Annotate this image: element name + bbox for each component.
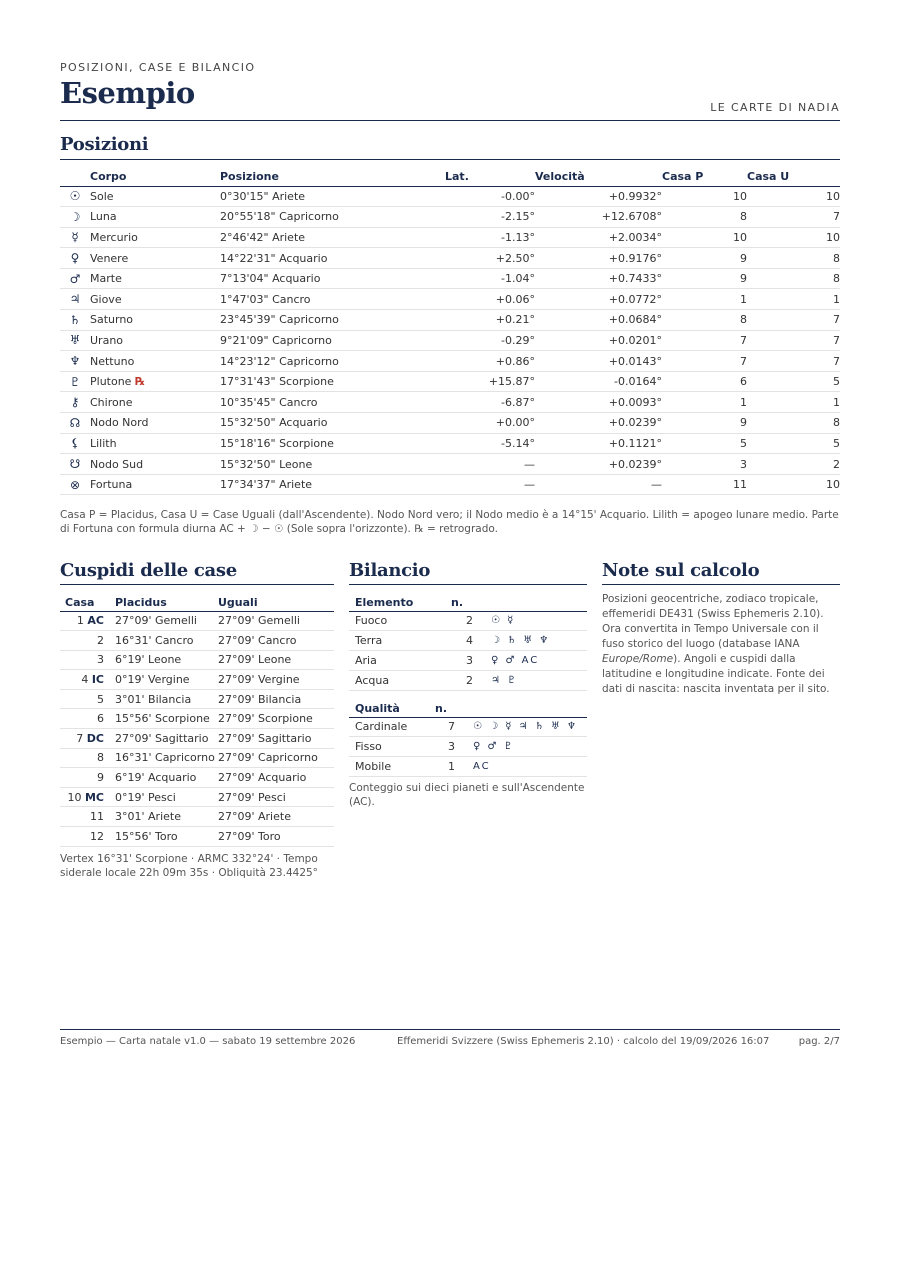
- cusp-equal-value: 27°09' Pesci: [218, 787, 334, 807]
- latitude-value: -1.13°: [445, 227, 535, 248]
- position-value: 20°55'18" Capricorno: [220, 207, 445, 228]
- col-elemento: Elemento: [349, 594, 445, 611]
- house-placidus-value: 9: [662, 248, 747, 269]
- notes-heading-rule: [602, 584, 840, 585]
- qualities-header-row: [349, 700, 587, 717]
- position-value: 15°32'50" Leone: [220, 454, 445, 475]
- planet-glyph-icon: ♀: [60, 248, 90, 269]
- col-qualita: Qualità: [349, 700, 429, 717]
- cusp-placidus-value: 27°09' Gemelli: [110, 611, 218, 631]
- cusps-note: Vertex 16°31' Scorpione · ARMC 332°24' · Tempo siderale locale 22h 09m 35s · Obliquità 23.4425°: [60, 853, 318, 879]
- house-placidus-value: 6: [662, 371, 747, 392]
- body-cell: [90, 454, 220, 475]
- body-cell: [90, 207, 220, 228]
- cusp-placidus-value: 6°19' Acquario: [110, 768, 218, 788]
- house-placidus-value: 1: [662, 289, 747, 310]
- balance-row: [349, 651, 587, 671]
- cusp-row: [60, 709, 334, 729]
- planet-glyph-icon: ♆: [60, 351, 90, 372]
- position-row: [60, 371, 840, 392]
- cusp-equal-value: 27°09' Sagittario: [218, 729, 334, 749]
- cusp-equal-value: 27°09' Scorpione: [218, 709, 334, 729]
- speed-value: +0.0684°: [535, 310, 662, 331]
- speed-value: —: [535, 474, 662, 495]
- cusp-row: [60, 650, 334, 670]
- house-number-cell: [60, 670, 110, 690]
- house-equal-value: 7: [747, 351, 840, 372]
- balance-count: 2: [445, 611, 485, 631]
- house-number: 5: [97, 692, 104, 706]
- cusps-table: [60, 594, 334, 847]
- cusp-placidus-value: 0°19' Vergine: [110, 670, 218, 690]
- body-name: Mercurio: [90, 230, 138, 244]
- balance-count: 1: [429, 757, 467, 777]
- latitude-value: +0.86°: [445, 351, 535, 372]
- balance-count: 7: [429, 717, 467, 737]
- position-value: 15°32'50" Acquario: [220, 413, 445, 434]
- notes-text-2: ). Angoli e cuspidi dalla latitudine e longitudine indicate. Fonte dei dati di nascita: nascita inventata per il sito.: [602, 653, 830, 695]
- house-number-cell: [60, 807, 110, 827]
- col-corpo: Corpo: [90, 167, 220, 186]
- position-value: 23°45'39" Capricorno: [220, 310, 445, 331]
- body-name: Plutone: [90, 375, 132, 389]
- body-cell: [90, 227, 220, 248]
- cusp-row: [60, 631, 334, 651]
- cusp-row: [60, 768, 334, 788]
- position-value: 1°47'03" Cancro: [220, 289, 445, 310]
- position-row: [60, 474, 840, 495]
- body-name: Venere: [90, 251, 129, 265]
- house-placidus-value: 7: [662, 351, 747, 372]
- position-row: [60, 186, 840, 207]
- position-value: 14°23'12" Capricorno: [220, 351, 445, 372]
- cusp-equal-value: 27°09' Capricorno: [218, 748, 334, 768]
- latitude-value: -6.87°: [445, 392, 535, 413]
- angle-label: DC: [86, 731, 104, 745]
- house-number: 10: [67, 790, 82, 804]
- cusp-placidus-value: 3°01' Ariete: [110, 807, 218, 827]
- positions-table: [60, 167, 840, 495]
- speed-value: +0.0239°: [535, 413, 662, 434]
- house-equal-value: 7: [747, 310, 840, 331]
- cusp-row: [60, 729, 334, 749]
- balance-symbols: AC: [467, 757, 587, 777]
- cusps-heading-rule: [60, 584, 334, 585]
- latitude-value: —: [445, 454, 535, 475]
- latitude-value: -0.00°: [445, 186, 535, 207]
- speed-value: +0.0143°: [535, 351, 662, 372]
- position-row: [60, 392, 840, 413]
- body-cell: [90, 310, 220, 331]
- balance-symbols: ♀ ♂ ♇: [467, 737, 587, 757]
- body-cell: [90, 289, 220, 310]
- balance-row: [349, 670, 587, 690]
- balance-name: Aria: [349, 651, 445, 671]
- house-equal-value: 8: [747, 413, 840, 434]
- position-row: [60, 289, 840, 310]
- cusp-placidus-value: 3°01' Bilancia: [110, 689, 218, 709]
- position-value: 2°46'42" Ariete: [220, 227, 445, 248]
- position-row: [60, 207, 840, 228]
- house-number: 9: [97, 771, 104, 785]
- positions-heading-rule: [60, 159, 840, 160]
- angle-label: AC: [87, 614, 104, 628]
- house-number-cell: [60, 611, 110, 631]
- house-equal-value: 5: [747, 371, 840, 392]
- cusp-row: [60, 689, 334, 709]
- planet-glyph-icon: ☊: [60, 413, 90, 434]
- body-cell: [90, 248, 220, 269]
- positions-header-row: [60, 167, 840, 186]
- position-row: [60, 310, 840, 331]
- house-equal-value: 7: [747, 207, 840, 228]
- cusp-row: [60, 807, 334, 827]
- balance-name: Mobile: [349, 757, 429, 777]
- house-equal-value: 1: [747, 392, 840, 413]
- col-velocita: Velocità: [535, 167, 662, 186]
- positions-note: Casa P = Placidus, Casa U = Case Uguali (dall'Ascendente). Nodo Nord vero; il Nodo medio è a 14°15' Acquario. Lilith = apogeo lunare medio. Parte di Fortuna con formula diurna AC + ☽ − ☉ (Sole sopra l'orizzonte). ℞ = retrogrado.: [60, 509, 839, 535]
- speed-value: +0.1121°: [535, 433, 662, 454]
- speed-value: +0.9176°: [535, 248, 662, 269]
- house-equal-value: 10: [747, 227, 840, 248]
- house-number-cell: [60, 768, 110, 788]
- cusp-equal-value: 27°09' Gemelli: [218, 611, 334, 631]
- col-casa-p: Casa P: [662, 167, 747, 186]
- balance-count: 3: [429, 737, 467, 757]
- house-number-cell: [60, 689, 110, 709]
- cusp-row: [60, 611, 334, 631]
- house-placidus-value: 7: [662, 330, 747, 351]
- cusps-header-row: [60, 594, 334, 611]
- cusp-placidus-value: 27°09' Sagittario: [110, 729, 218, 749]
- angle-label: MC: [84, 790, 104, 804]
- col-casa: Casa: [60, 594, 110, 611]
- planet-glyph-icon: ☋: [60, 454, 90, 475]
- planet-glyph-icon: ⚸: [60, 433, 90, 454]
- house-number-cell: [60, 729, 110, 749]
- balance-note: Conteggio sui dieci pianeti e sull'Ascendente (AC).: [349, 782, 585, 808]
- cusp-row: [60, 748, 334, 768]
- col-n: n.: [445, 594, 485, 611]
- col-glyph: [60, 167, 90, 186]
- balance-row: [349, 737, 587, 757]
- positions-heading: Posizioni: [60, 134, 149, 155]
- planet-glyph-icon: ⚷: [60, 392, 90, 413]
- cusp-equal-value: 27°09' Acquario: [218, 768, 334, 788]
- speed-value: +0.0239°: [535, 454, 662, 475]
- balance-symbols: ☉ ☽ ☿ ♃ ♄ ♅ ♆: [467, 717, 587, 737]
- body-cell: [90, 474, 220, 495]
- house-placidus-value: 10: [662, 186, 747, 207]
- page-title: Esempio: [60, 76, 195, 110]
- elements-header-row: [349, 594, 587, 611]
- cusp-row: [60, 827, 334, 847]
- latitude-value: -1.04°: [445, 268, 535, 289]
- position-row: [60, 227, 840, 248]
- house-equal-value: 10: [747, 474, 840, 495]
- brand-label: LE CARTE DI NADIA: [710, 101, 840, 114]
- footer-divider: [60, 1029, 840, 1030]
- balance-row: [349, 611, 587, 631]
- house-number: 7: [76, 731, 84, 745]
- balance-name: Acqua: [349, 670, 445, 690]
- body-name: Giove: [90, 292, 122, 306]
- cusp-equal-value: 27°09' Cancro: [218, 631, 334, 651]
- house-number: 2: [97, 633, 104, 647]
- planet-glyph-icon: ⊗: [60, 474, 90, 495]
- house-placidus-value: 1: [662, 392, 747, 413]
- body-cell: [90, 371, 220, 392]
- position-row: [60, 351, 840, 372]
- position-value: 17°31'43" Scorpione: [220, 371, 445, 392]
- balance-heading-rule: [349, 584, 587, 585]
- position-value: 0°30'15" Ariete: [220, 186, 445, 207]
- balance-count: 4: [445, 631, 485, 651]
- section-kicker: POSIZIONI, CASE E BILANCIO: [60, 61, 256, 74]
- latitude-value: —: [445, 474, 535, 495]
- house-equal-value: 8: [747, 248, 840, 269]
- house-placidus-value: 8: [662, 310, 747, 331]
- body-name: Lilith: [90, 436, 117, 450]
- col-placidus: Placidus: [110, 594, 218, 611]
- elements-table: [349, 594, 587, 691]
- body-name: Marte: [90, 272, 122, 286]
- body-name: Fortuna: [90, 478, 133, 492]
- balance-name: Terra: [349, 631, 445, 651]
- house-number: 6: [97, 712, 104, 726]
- house-number-cell: [60, 748, 110, 768]
- body-cell: [90, 268, 220, 289]
- planet-glyph-icon: ♄: [60, 310, 90, 331]
- position-value: 10°35'45" Cancro: [220, 392, 445, 413]
- col-n: n.: [429, 700, 467, 717]
- position-row: [60, 248, 840, 269]
- body-name: Chirone: [90, 395, 133, 409]
- house-placidus-value: 9: [662, 413, 747, 434]
- house-equal-value: 2: [747, 454, 840, 475]
- position-value: 17°34'37" Ariete: [220, 474, 445, 495]
- house-equal-value: 7: [747, 330, 840, 351]
- house-placidus-value: 5: [662, 433, 747, 454]
- house-equal-value: 10: [747, 186, 840, 207]
- notes-heading: Note sul calcolo: [602, 560, 760, 581]
- house-placidus-value: 10: [662, 227, 747, 248]
- position-value: 14°22'31" Acquario: [220, 248, 445, 269]
- col-posizione: Posizione: [220, 167, 445, 186]
- house-number-cell: [60, 631, 110, 651]
- planet-glyph-icon: ☿: [60, 227, 90, 248]
- body-name: Luna: [90, 210, 117, 224]
- cusp-placidus-value: 16°31' Capricorno: [110, 748, 218, 768]
- house-equal-value: 5: [747, 433, 840, 454]
- house-equal-value: 1: [747, 289, 840, 310]
- position-row: [60, 268, 840, 289]
- cusp-equal-value: 27°09' Ariete: [218, 807, 334, 827]
- col-uguali: Uguali: [218, 594, 334, 611]
- balance-row: [349, 717, 587, 737]
- house-number: 12: [90, 829, 104, 843]
- position-value: 9°21'09" Capricorno: [220, 330, 445, 351]
- notes-text-1: Posizioni geocentriche, zodiaco tropicale, effemeridi DE431 (Swiss Ephemeris 2.10). Ora convertita in Tempo Universale con il fuso storico del luogo (database IANA: [602, 593, 824, 650]
- latitude-value: +0.06°: [445, 289, 535, 310]
- planet-glyph-icon: ☉: [60, 186, 90, 207]
- speed-value: +0.7433°: [535, 268, 662, 289]
- speed-value: +0.9932°: [535, 186, 662, 207]
- house-placidus-value: 3: [662, 454, 747, 475]
- house-number-cell: [60, 787, 110, 807]
- house-number-cell: [60, 709, 110, 729]
- cusp-placidus-value: 6°19' Leone: [110, 650, 218, 670]
- position-row: [60, 454, 840, 475]
- balance-row: [349, 757, 587, 777]
- position-row: [60, 413, 840, 434]
- planet-glyph-icon: ♃: [60, 289, 90, 310]
- page: [60, 0, 840, 1273]
- position-row: [60, 433, 840, 454]
- speed-value: +0.0093°: [535, 392, 662, 413]
- qualities-table: [349, 700, 587, 777]
- cusps-heading: Cuspidi delle case: [60, 560, 237, 581]
- latitude-value: -0.29°: [445, 330, 535, 351]
- speed-value: +12.6708°: [535, 207, 662, 228]
- position-row: [60, 330, 840, 351]
- planet-glyph-icon: ☽: [60, 207, 90, 228]
- position-value: 7°13'04" Acquario: [220, 268, 445, 289]
- cusp-equal-value: 27°09' Bilancia: [218, 689, 334, 709]
- body-name: Nodo Nord: [90, 416, 149, 430]
- cusp-placidus-value: 15°56' Scorpione: [110, 709, 218, 729]
- header-divider: [60, 120, 840, 121]
- body-cell: [90, 186, 220, 207]
- footer-center: Effemeridi Svizzere (Swiss Ephemeris 2.10) · calcolo del 19/09/2026 16:07: [397, 1036, 770, 1047]
- planet-glyph-icon: ♂: [60, 268, 90, 289]
- cusp-row: [60, 787, 334, 807]
- cusp-placidus-value: 0°19' Pesci: [110, 787, 218, 807]
- latitude-value: +2.50°: [445, 248, 535, 269]
- house-placidus-value: 11: [662, 474, 747, 495]
- balance-symbols: ☉ ☿: [485, 611, 587, 631]
- body-cell: [90, 330, 220, 351]
- calculation-notes: [602, 592, 840, 697]
- house-number: 1: [76, 614, 84, 628]
- balance-symbols: ☽ ♄ ♅ ♆: [485, 631, 587, 651]
- cusp-placidus-value: 15°56' Toro: [110, 827, 218, 847]
- cusp-equal-value: 27°09' Leone: [218, 650, 334, 670]
- balance-name: Fuoco: [349, 611, 445, 631]
- speed-value: +2.0034°: [535, 227, 662, 248]
- house-number-cell: [60, 650, 110, 670]
- planet-glyph-icon: ♅: [60, 330, 90, 351]
- balance-count: 2: [445, 670, 485, 690]
- house-number-cell: [60, 827, 110, 847]
- house-number: 4: [81, 673, 89, 687]
- col-lat: Lat.: [445, 167, 535, 186]
- body-name: Sole: [90, 189, 114, 203]
- footer-page-number: pag. 2/7: [798, 1036, 840, 1047]
- balance-symbols: ♃ ♇: [485, 670, 587, 690]
- body-name: Urano: [90, 333, 124, 347]
- body-cell: [90, 413, 220, 434]
- balance-row: [349, 631, 587, 651]
- latitude-value: +0.21°: [445, 310, 535, 331]
- balance-name: Cardinale: [349, 717, 429, 737]
- body-cell: [90, 433, 220, 454]
- notes-text-timezone: Europe/Rome: [602, 653, 674, 665]
- speed-value: +0.0201°: [535, 330, 662, 351]
- retrograde-icon: ℞: [134, 375, 145, 389]
- body-name: Saturno: [90, 313, 134, 327]
- col-casa-u: Casa U: [747, 167, 840, 186]
- balance-name: Fisso: [349, 737, 429, 757]
- balance-symbols: ♀ ♂ AC: [485, 651, 587, 671]
- speed-value: +0.0772°: [535, 289, 662, 310]
- cusp-placidus-value: 16°31' Cancro: [110, 631, 218, 651]
- body-name: Nodo Sud: [90, 457, 144, 471]
- latitude-value: -2.15°: [445, 207, 535, 228]
- planet-glyph-icon: ♇: [60, 371, 90, 392]
- house-placidus-value: 9: [662, 268, 747, 289]
- body-name: Nettuno: [90, 354, 135, 368]
- house-number: 8: [97, 751, 104, 765]
- latitude-value: -5.14°: [445, 433, 535, 454]
- house-number: 3: [97, 653, 104, 667]
- body-cell: [90, 392, 220, 413]
- house-placidus-value: 8: [662, 207, 747, 228]
- cusp-equal-value: 27°09' Toro: [218, 827, 334, 847]
- angle-label: IC: [91, 673, 104, 687]
- cusp-row: [60, 670, 334, 690]
- latitude-value: +0.00°: [445, 413, 535, 434]
- footer-left: Esempio — Carta natale v1.0 — sabato 19 settembre 2026: [60, 1036, 356, 1047]
- house-number: 11: [90, 810, 104, 824]
- house-equal-value: 8: [747, 268, 840, 289]
- balance-heading: Bilancio: [349, 560, 431, 581]
- position-value: 15°18'16" Scorpione: [220, 433, 445, 454]
- balance-count: 3: [445, 651, 485, 671]
- body-cell: [90, 351, 220, 372]
- speed-value: -0.0164°: [535, 371, 662, 392]
- cusp-equal-value: 27°09' Vergine: [218, 670, 334, 690]
- latitude-value: +15.87°: [445, 371, 535, 392]
